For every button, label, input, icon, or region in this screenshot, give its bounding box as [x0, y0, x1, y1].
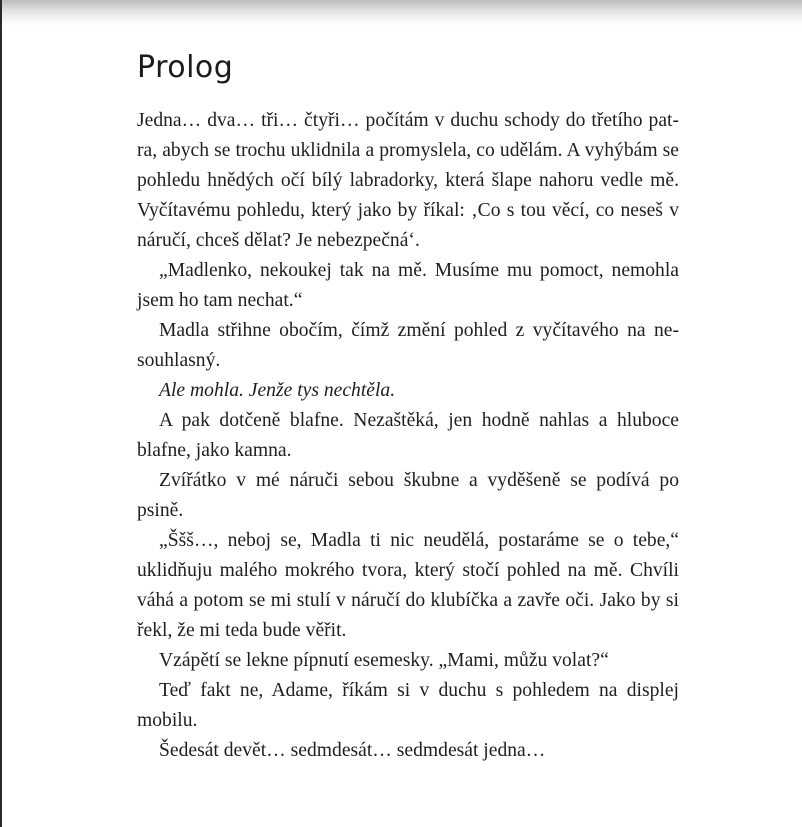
page-top-shadow	[0, 0, 802, 26]
paragraph-5: A pak dotčeně blafne. Nezaštěká, jen hodně nahlas a hluboce blafne, jako kamna.	[137, 410, 679, 461]
paragraph-6: Zvířátko v mé náruči sebou škubne a vyděšeně se podívá po psině.	[137, 470, 679, 521]
page-left-edge	[0, 0, 2, 827]
chapter-title: Prolog	[137, 50, 234, 85]
paragraph-9: Teď fakt ne, Adame, říkám si v duchu s pohledem na displej mobilu.	[137, 680, 679, 731]
paragraph-1: Jedna… dva… tři… čtyři… počítám v duchu schody do třetího patra, abych se trochu uklidnila a promyslela, co udělám. A vyhýbám se pohledu hnědých očí bílý labradorky, která šlape nahoru vedle mě. Vyčítavému pohledu, který jako by říkal: ‚Co s tou věcí, co neseš v náručí, chceš dělat? Je nebezpečná‘.	[137, 110, 679, 251]
book-page	[137, 48, 679, 766]
paragraph-2: „Madlenko, nekoukej tak na mě. Musíme mu pomoct, nemohla jsem ho tam nechat.“	[137, 260, 679, 311]
paragraph-10: Šedesát devět… sedmdesát… sedmdesát jedna…	[159, 740, 546, 761]
paragraph-8: Vzápětí se lekne pípnutí esemesky. „Mami, můžu volat?“	[159, 650, 609, 671]
chapter-body	[137, 106, 679, 766]
paragraph-7: „Ššš…, neboj se, Madla ti nic neudělá, postaráme se o tebe,“ uklidňuju malého mokrého tvora, který stočí pohled na mě. Chvíli váhá a potom se mi stulí v náručí do klubíčka a zavře oči. Jako by si řekl, že mi teda bude věřit.	[137, 530, 679, 641]
paragraph-4-italic-thought: Ale mohla. Jenže tys nechtěla.	[159, 380, 396, 401]
paragraph-3: Madla střihne obočím, čímž změní pohled z vyčítavého na nesouhlasný.	[137, 320, 679, 371]
